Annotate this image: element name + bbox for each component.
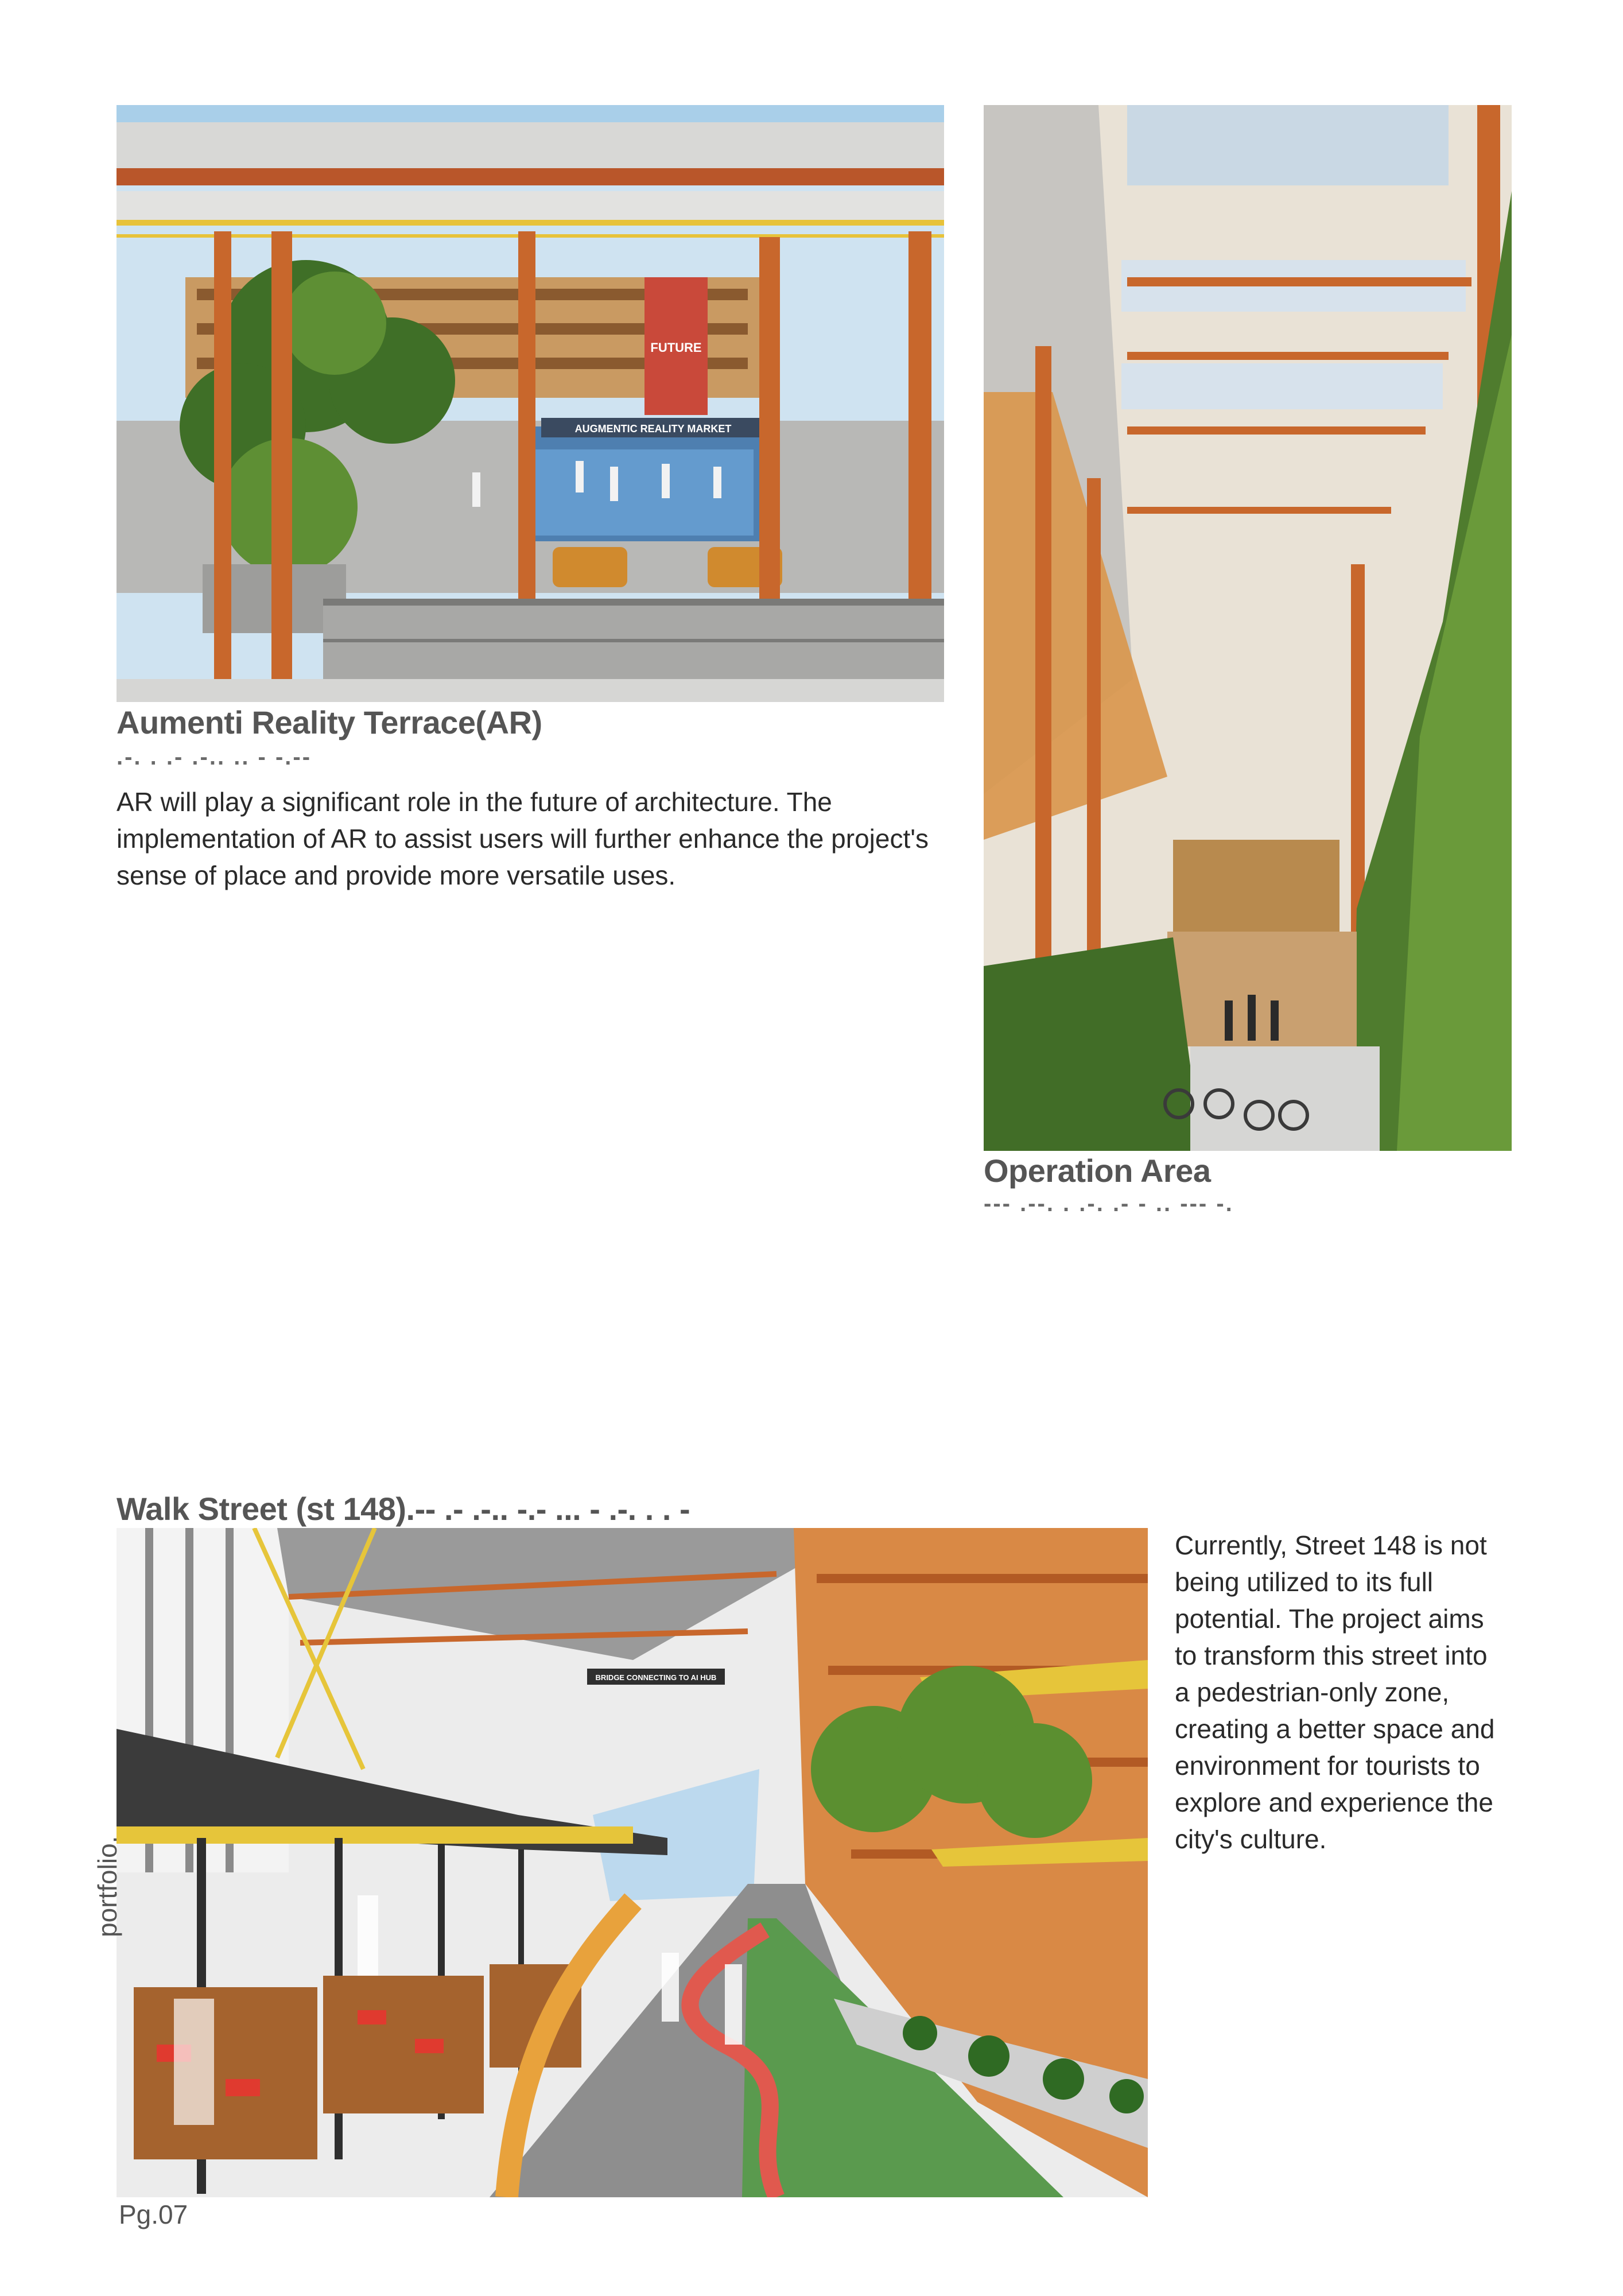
portfolio-side-label: portfolio.	[92, 1836, 122, 1937]
ar-terrace-rendering	[117, 105, 944, 702]
walk-street-rendering	[117, 1528, 1148, 2197]
ar-terrace-description: AR will play a significant role in the future of architecture. The implementation of AR to assist users will further enhance the project's sense of place and provide more versatile uses.	[117, 787, 929, 890]
operation-area-dots: --- .--. . .-. .- - .. --- -.	[984, 1191, 1234, 1216]
bridge-sign: BRIDGE CONNECTING TO AI HUB	[595, 1673, 717, 1682]
market-sign: AUGMENTIC REALITY MARKET	[574, 423, 732, 435]
walk-street-description: Currently, Street 148 is not being utilized to its full potential. The project aims to transform this street into a pedestrian-only zone, creating a better space and environment for tourists to explore and experience the city's culture.	[1175, 1530, 1495, 1854]
walk-street-title: Walk Street (st 148).-- .- .-.. -.- ... - .-. . . -	[117, 1491, 690, 1527]
operation-area-title: Operation Area	[984, 1153, 1211, 1189]
ar-terrace-dots: .-. . .- .-.. .. - -.--	[117, 744, 312, 770]
operation-area-rendering	[984, 105, 1512, 1151]
ar-terrace-title: Aumenti Reality Terrace(AR)	[117, 704, 542, 740]
future-sign: FUTURE	[650, 340, 702, 355]
page-number: Pg.07	[119, 2200, 188, 2229]
